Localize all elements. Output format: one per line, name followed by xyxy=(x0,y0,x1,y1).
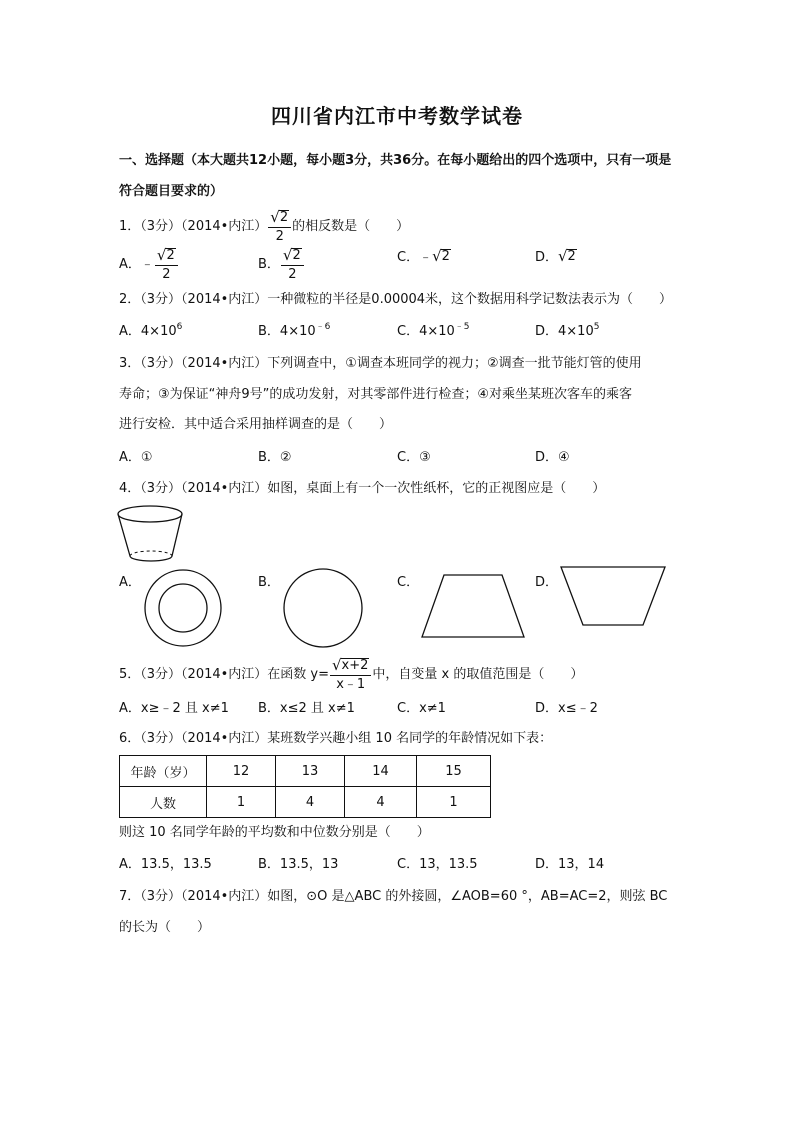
question-5: 5．（3分）（2014•内江）在函数 y= √ x+2 x﹣1 中，自变量 x 的取值范围是（ ） xyxy=(119,656,584,692)
q4-option-d-label[interactable]: D． xyxy=(535,575,559,590)
table-cell-age: 15 xyxy=(417,756,491,787)
q4-option-c-label[interactable]: C． xyxy=(397,575,420,590)
q5-option-c[interactable]: C．x≠1 xyxy=(397,701,446,716)
table-header-age: 年龄（岁） xyxy=(120,756,207,787)
q5-option-d[interactable]: D．x≤﹣2 xyxy=(535,701,598,716)
table-cell-count: 1 xyxy=(417,787,491,818)
page-title: 四川省内江市中考数学试卷 xyxy=(271,104,523,128)
q4-option-a-ring-figure[interactable] xyxy=(143,568,223,648)
q6-option-b[interactable]: B．13.5，13 xyxy=(258,857,339,872)
table-cell-count: 4 xyxy=(276,787,345,818)
q3-option-a[interactable]: A．① xyxy=(119,450,153,465)
q6-option-a[interactable]: A．13.5，13.5 xyxy=(119,857,212,872)
q3-option-c[interactable]: C．③ xyxy=(397,450,431,465)
question-4: 4．（3分）（2014•内江）如图，桌面上有一个一次性纸杯，它的正视图应是（ ） xyxy=(119,481,606,496)
q5-option-b[interactable]: B．x≤2 且 x≠1 xyxy=(258,701,355,716)
q6-option-c[interactable]: C．13，13.5 xyxy=(397,857,478,872)
q1-option-c[interactable]: C．﹣ √ 2 xyxy=(397,247,450,265)
question-7-line-2: 的长为（ ） xyxy=(119,920,211,935)
q5-function-fraction: √ x+2 x﹣1 xyxy=(330,658,371,691)
question-6: 6．（3分）（2014•内江）某班数学兴趣小组 10 名同学的年龄情况如下表： xyxy=(119,731,553,746)
table-cell-age: 12 xyxy=(207,756,276,787)
q4-option-b-label[interactable]: B． xyxy=(258,575,280,590)
table-cell-count: 1 xyxy=(207,787,276,818)
question-6-prompt: 则这 10 名同学年龄的平均数和中位数分别是（ ） xyxy=(119,825,430,840)
q4-option-d-inverted-trapezoid-figure[interactable] xyxy=(559,565,667,629)
q5-option-a[interactable]: A．x≥﹣2 且 x≠1 xyxy=(119,701,229,716)
q2-option-b[interactable]: B．$4\times 10^{﹣6}$ xyxy=(258,322,331,339)
q1-option-d[interactable]: D． √ 2 xyxy=(535,247,576,265)
question-3-line-3: 进行安检．其中适合采用抽样调查的是（ ） xyxy=(119,417,393,432)
question-7-line-1: 7．（3分）（2014•内江）如图，⊙O 是△ABC 的外接圆，∠AOB=60 °，AB=AC=2，则弦 BC xyxy=(119,889,668,904)
q2-option-c[interactable]: C．$4\times 10^{﹣5}$ xyxy=(397,322,470,339)
q3-option-b[interactable]: B．② xyxy=(258,450,292,465)
question-3-line-1: 3．（3分）（2014•内江）下列调查中，①调查本班同学的视力；②调查一批节能灯管的使用 xyxy=(119,356,642,371)
table-cell-age: 13 xyxy=(276,756,345,787)
q1-prefix: 1．（3分）（2014•内江） xyxy=(119,218,268,234)
q1-fraction: √ 2 2 xyxy=(268,210,291,243)
q4-option-a-label[interactable]: A． xyxy=(119,575,141,590)
question-1 xyxy=(119,208,410,244)
table-cell-age: 14 xyxy=(345,756,417,787)
age-table xyxy=(119,755,491,818)
paper-cup-figure xyxy=(116,500,188,570)
table-header-count: 人数 xyxy=(120,787,207,818)
q4-option-b-circle-figure[interactable] xyxy=(282,567,364,649)
q1-option-b[interactable]: B． √ 2 2 xyxy=(258,248,305,268)
q6-option-d[interactable]: D．13，14 xyxy=(535,857,605,872)
table-row-counts xyxy=(120,787,491,818)
q4-option-c-trapezoid-figure[interactable] xyxy=(420,573,526,639)
q3-option-d[interactable]: D．④ xyxy=(535,450,570,465)
q1-option-a[interactable]: A．﹣ √ 2 2 xyxy=(119,248,179,268)
section-heading: 一、选择题（本大题共12小题，每小题3分，共36分。在每小题给出的四个选项中，只有一项是符合题目要求的） xyxy=(119,153,672,199)
q2-option-d[interactable]: D．$4\times 10^5$ xyxy=(535,322,600,339)
q2-option-a[interactable]: A．$4\times 10^6$ xyxy=(119,322,183,339)
table-cell-count: 4 xyxy=(345,787,417,818)
q1-suffix: 的相反数是（ ） xyxy=(292,218,410,234)
question-2: 2．（3分）（2014•内江）一种微粒的半径是0.00004米，这个数据用科学记数法表示为（ ） xyxy=(119,292,673,307)
table-row-ages xyxy=(120,756,491,787)
question-3-line-2: 寿命；③为保证“神舟9号”的成功发射，对其零部件进行检查；④对乘坐某班次客车的乘客 xyxy=(119,387,633,402)
